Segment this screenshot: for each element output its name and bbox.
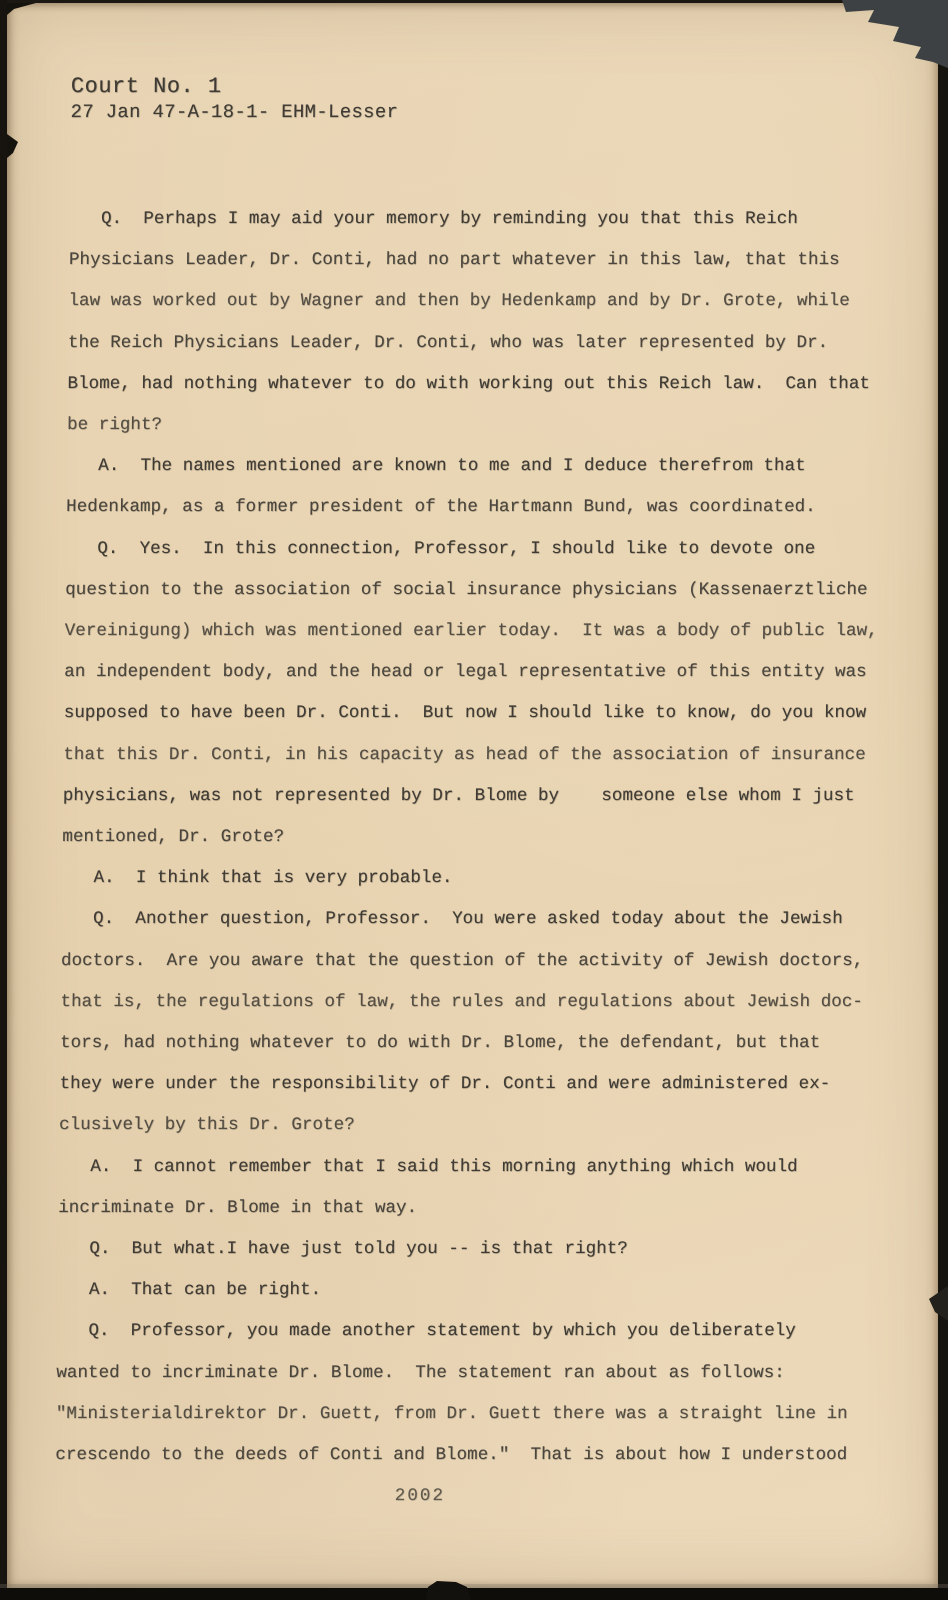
paragraph-a-7 — [57, 1270, 897, 1311]
scan-edge-bottom — [0, 1588, 948, 1600]
transcript-line: mentioned, Dr. Grote? — [62, 827, 285, 848]
transcript-line: an independent body, and the head or legal representative of this entity was — [64, 662, 867, 683]
transcript-line: that this Dr. Conti, in his capacity as head of the association of insurance — [63, 744, 866, 765]
scan-edge-left — [0, 0, 7, 1600]
page-content — [55, 73, 911, 1518]
court-number: Court No. 1 — [70, 74, 222, 99]
paragraph-q-4 — [59, 899, 902, 1146]
transcript-line: A. I cannot remember that I said this morning anything which would — [58, 1156, 798, 1177]
document-header — [70, 73, 911, 125]
page-number: 2002 — [394, 1486, 446, 1507]
transcript-line: Hedenkamp, as a former president of the Hartmann Bund, was coordinated. — [65, 497, 816, 518]
transcript-line: incriminate Dr. Blome in that way. — [58, 1197, 418, 1218]
transcript-line: Q. Perhaps I may aid your memory by reminding you that this Reich — [69, 209, 798, 229]
transcript-line: they were under the responsibility of Dr. Conti and were administered ex- — [59, 1074, 831, 1095]
transcript-line: Q. Another question, Professor. You were asked today about the Jewish — [61, 909, 843, 930]
transcript-line: A. I think that is very probable. — [61, 868, 453, 889]
transcript-line: Q. But what.I have just told you -- is that right? — [57, 1239, 628, 1260]
transcript-line: physicians, was not represented by Dr. Blome by someone else whom I just — [62, 785, 855, 806]
transcript-line: that is, the regulations of law, the rules and regulations about Jewish doc- — [60, 991, 863, 1012]
transcript-line: A. That can be right. — [57, 1280, 322, 1301]
transcript-line: Blome, had nothing whatever to do with working out this Reich law. Can that — [67, 373, 870, 394]
transcript-line: be right? — [66, 415, 163, 436]
paragraph-a-5 — [58, 1147, 899, 1229]
transcript-line: crescendo to the deeds of Conti and Blome." That is about how I understood — [55, 1445, 848, 1466]
transcript-body — [55, 199, 909, 1476]
paragraph-q-8 — [55, 1311, 897, 1476]
transcript-reference: 27 Jan 47-A-18-1- EHM-Lesser — [70, 101, 399, 123]
transcript-line: Physicians Leader, Dr. Conti, had no part whatever in this law, that this — [68, 250, 840, 271]
transcript-line: the Reich Physicians Leader, Dr. Conti, who was later represented by Dr. — [67, 332, 829, 353]
transcript-line: wanted to incriminate Dr. Blome. The statement ran about as follows: — [56, 1362, 785, 1383]
document-page — [7, 3, 938, 1589]
transcript-line: Q. Yes. In this connection, Professor, I should like to devote one — [65, 538, 816, 559]
transcript-line: law was worked out by Wagner and then by Hedenkamp and by Dr. Grote, while — [68, 291, 850, 312]
transcript-line: Q. Professor, you made another statement by which you deliberately — [56, 1321, 796, 1342]
transcript-line: Vereinigung) which was mentioned earlier today. It was a body of public law, — [64, 621, 878, 642]
paragraph-q-2 — [62, 529, 906, 859]
transcript-line: tors, had nothing whatever to do with Dr. Blome, the defendant, but that — [59, 1033, 821, 1054]
transcript-line: "Ministerialdirektor Dr. Guett, from Dr. Guett there was a straight line in — [55, 1403, 848, 1424]
transcript-line: supposed to have been Dr. Conti. But now I should like to know, do you know — [63, 703, 867, 724]
transcript-line: question to the association of social insurance physicians (Kassenaerztliche — [65, 579, 868, 600]
paragraph-a-1 — [66, 446, 907, 528]
paragraph-q-6 — [57, 1229, 897, 1270]
transcript-line: A. The names mentioned are known to me and I deduce therefrom that — [66, 456, 806, 477]
paragraph-a-3 — [62, 858, 902, 899]
transcript-line: doctors. Are you aware that the question of the activity of Jewish doctors, — [60, 950, 864, 971]
transcript-line: clusively by this Dr. Grote? — [58, 1115, 355, 1136]
paragraph-q-0 — [67, 199, 910, 446]
scan-edge-right — [938, 0, 948, 1600]
